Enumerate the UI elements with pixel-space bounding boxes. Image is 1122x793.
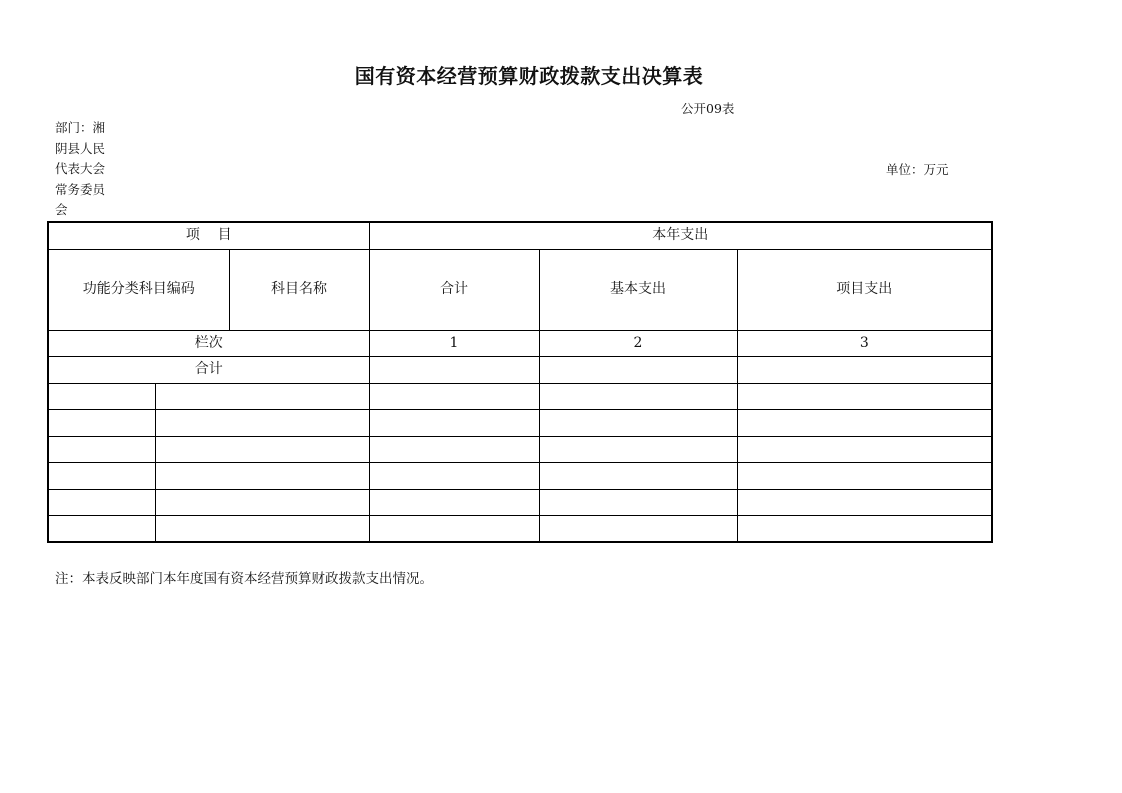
- row-basic-cell: [539, 436, 737, 463]
- col-code-header: 功能分类科目编码: [48, 249, 229, 330]
- column-number-label: 栏次: [48, 330, 369, 357]
- row-basic-cell: [539, 383, 737, 410]
- total-value-cell: [369, 357, 539, 384]
- table-row: [48, 489, 992, 516]
- table-subheader-row: [48, 249, 992, 330]
- expenditure-table: [47, 221, 993, 543]
- total-label: 合计: [48, 357, 369, 384]
- department-label: 部门：湘阴县人民代表大会常务委员会: [55, 120, 106, 218]
- header-project-cell: 项 目: [48, 222, 369, 249]
- row-total-cell: [369, 436, 539, 463]
- column-number-2: 2: [539, 330, 737, 357]
- row-project-cell: [737, 383, 992, 410]
- row-code-cell: [48, 516, 155, 543]
- form-number: 公开09表: [681, 101, 735, 116]
- row-total-cell: [369, 463, 539, 490]
- page-title: 国有资本经营预算财政拨款支出决算表: [354, 64, 704, 88]
- row-name-cell: [155, 489, 369, 516]
- row-basic-cell: [539, 516, 737, 543]
- header-current-year-cell: 本年支出: [369, 222, 992, 249]
- row-project-cell: [737, 516, 992, 543]
- column-number-1: 1: [369, 330, 539, 357]
- col-total-header: 合计: [369, 249, 539, 330]
- footnote: 注：本表反映部门本年度国有资本经营预算财政拨款支出情况。: [55, 571, 433, 587]
- row-project-cell: [737, 410, 992, 437]
- total-basic-cell: [539, 357, 737, 384]
- table-row: [48, 436, 992, 463]
- row-total-cell: [369, 383, 539, 410]
- row-name-cell: [155, 516, 369, 543]
- table-row: [48, 516, 992, 543]
- table-row: [48, 410, 992, 437]
- total-row: [48, 357, 992, 384]
- row-project-cell: [737, 436, 992, 463]
- row-name-cell: [155, 436, 369, 463]
- row-name-cell: [155, 410, 369, 437]
- row-project-cell: [737, 463, 992, 490]
- column-number-row: [48, 330, 992, 357]
- row-basic-cell: [539, 463, 737, 490]
- row-project-cell: [737, 489, 992, 516]
- row-code-cell: [48, 463, 155, 490]
- table-header-row: [48, 222, 992, 249]
- row-basic-cell: [539, 489, 737, 516]
- row-code-cell: [48, 436, 155, 463]
- col-basic-header: 基本支出: [539, 249, 737, 330]
- row-name-cell: [155, 383, 369, 410]
- total-project-cell: [737, 357, 992, 384]
- col-project-header: 项目支出: [737, 249, 992, 330]
- row-name-cell: [155, 463, 369, 490]
- row-total-cell: [369, 410, 539, 437]
- unit-label: 单位：万元: [886, 162, 949, 177]
- row-total-cell: [369, 516, 539, 543]
- column-number-3: 3: [737, 330, 992, 357]
- table-row: [48, 463, 992, 490]
- row-code-cell: [48, 383, 155, 410]
- row-total-cell: [369, 489, 539, 516]
- row-basic-cell: [539, 410, 737, 437]
- table-row: [48, 383, 992, 410]
- row-code-cell: [48, 410, 155, 437]
- col-name-header: 科目名称: [229, 249, 369, 330]
- row-code-cell: [48, 489, 155, 516]
